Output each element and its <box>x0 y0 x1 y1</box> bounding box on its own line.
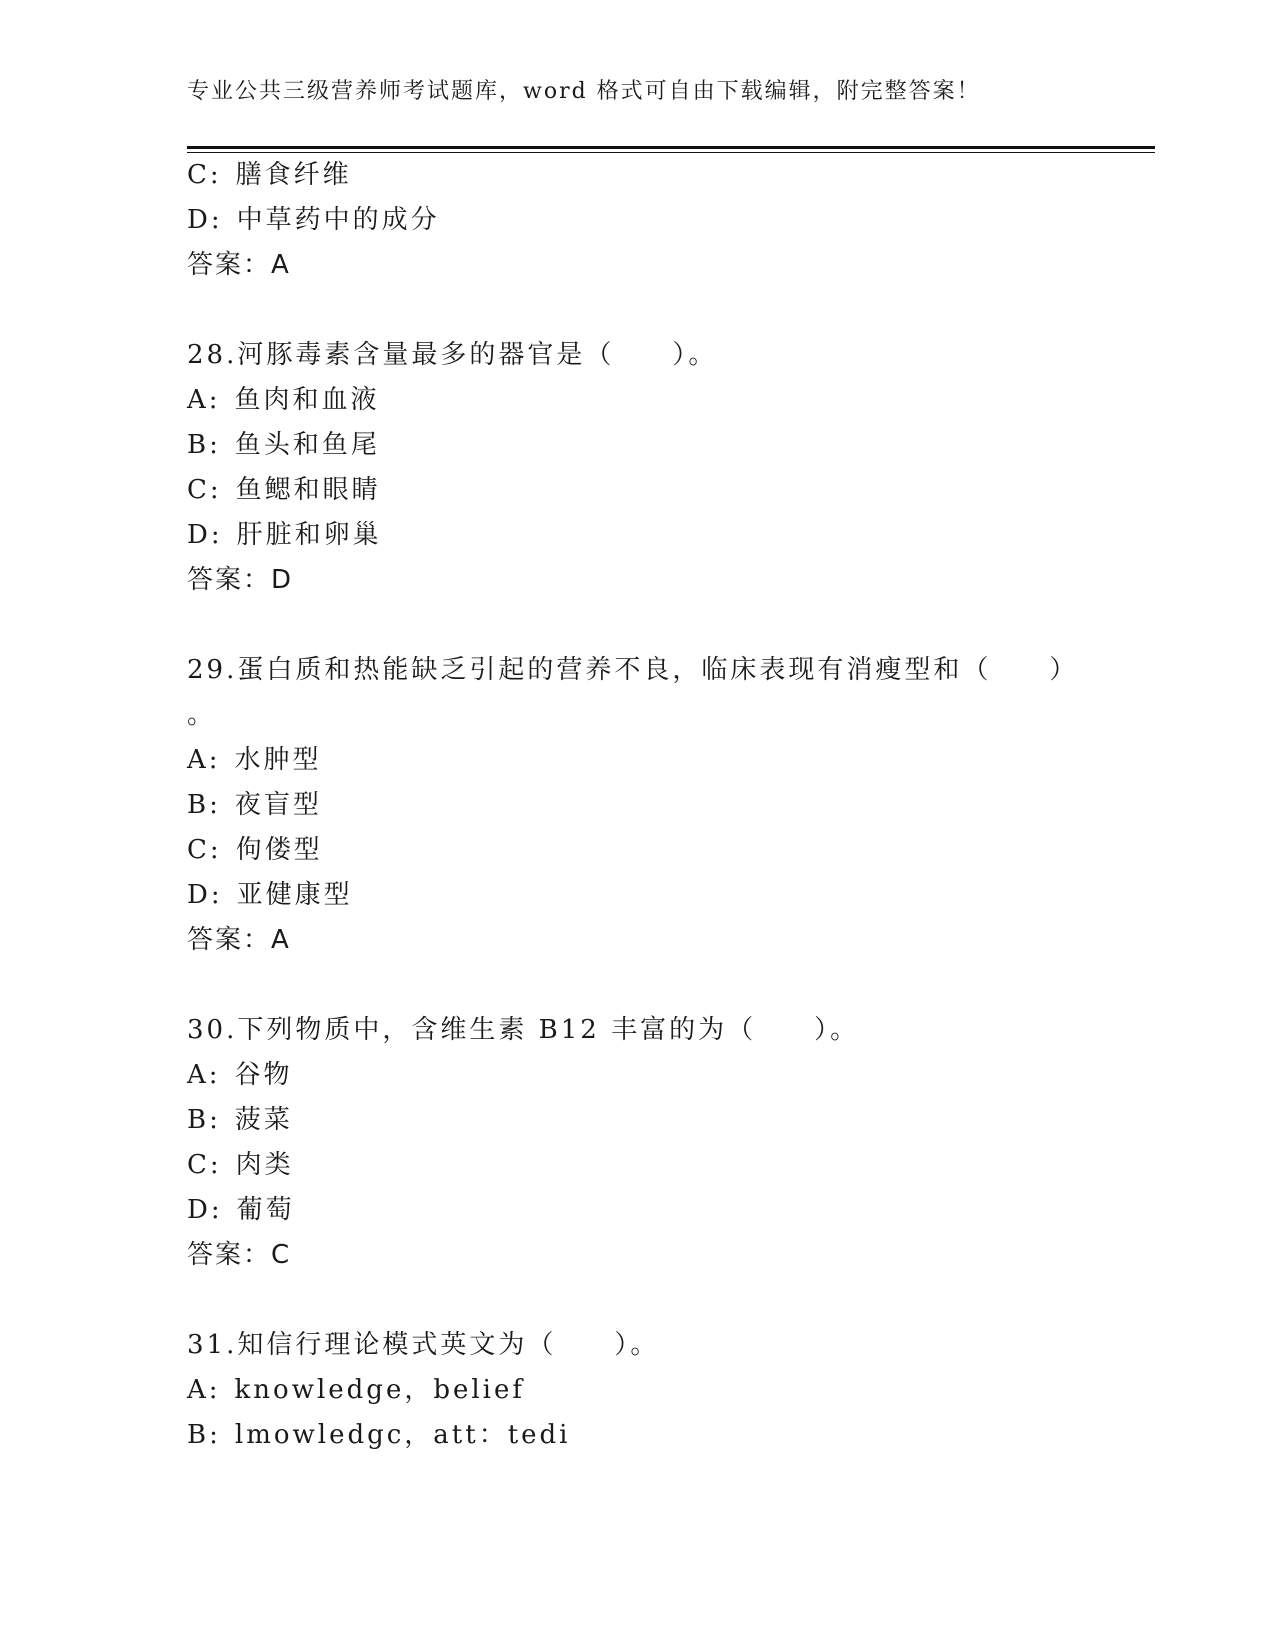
option-letter: C: <box>187 160 222 190</box>
answer-line: 答案：A <box>187 250 291 280</box>
option-c <box>187 475 381 505</box>
option-letter: A: <box>187 745 221 775</box>
header-rule-thin <box>187 152 1155 153</box>
option-text: 鱼鳃和眼睛 <box>235 475 381 505</box>
question-stem: 31.知信行理论模式英文为（ ）。 <box>187 1330 660 1360</box>
option-d <box>187 520 382 550</box>
option-letter: C: <box>187 475 222 505</box>
option-letter: A: <box>187 1060 221 1090</box>
answer-line: 答案：D <box>187 565 294 595</box>
option-letter: A: <box>187 1375 221 1405</box>
option-a <box>187 1375 525 1405</box>
option-a <box>187 385 380 415</box>
question-stem: 29.蛋白质和热能缺乏引起的营养不良，临床表现有消瘦型和（ ） <box>187 655 1079 685</box>
option-text: 夜盲型 <box>234 790 322 820</box>
option-a <box>187 745 322 775</box>
option-letter: C: <box>187 835 222 865</box>
option-d <box>187 880 353 910</box>
option-b <box>187 1105 293 1135</box>
option-text: 水肿型 <box>234 745 322 775</box>
header-rule-thick <box>187 146 1155 149</box>
question-stem-continuation: 。 <box>187 700 217 730</box>
option-a <box>187 1060 293 1090</box>
option-text: 菠菜 <box>234 1105 293 1135</box>
option-c <box>187 160 352 190</box>
question-stem: 30.下列物质中，含维生素 B12 丰富的为（ ）。 <box>187 1015 860 1045</box>
option-text: 膳食纤维 <box>235 160 352 190</box>
option-c <box>187 835 323 865</box>
page-header: 专业公共三级营养师考试题库，word 格式可自由下载编辑，附完整答案！ <box>187 79 981 104</box>
option-text: 中草药中的成分 <box>236 205 440 235</box>
option-text: 鱼肉和血液 <box>234 385 380 415</box>
option-text: lmowledgc，att：tedi <box>234 1420 571 1450</box>
option-b <box>187 790 322 820</box>
option-text: 鱼头和鱼尾 <box>234 430 380 460</box>
option-text: 谷物 <box>234 1060 293 1090</box>
option-text: 佝偻型 <box>235 835 323 865</box>
option-letter: C: <box>187 1150 222 1180</box>
option-letter: D: <box>187 880 223 910</box>
option-b <box>187 430 380 460</box>
option-c <box>187 1150 294 1180</box>
option-letter: D: <box>187 1195 223 1225</box>
option-letter: D: <box>187 520 223 550</box>
answer-line: 答案：A <box>187 925 291 955</box>
option-d <box>187 205 440 235</box>
option-letter: B: <box>187 1105 221 1135</box>
option-letter: B: <box>187 1420 221 1450</box>
option-letter: B: <box>187 430 221 460</box>
answer-line: 答案：C <box>187 1240 292 1270</box>
option-text: knowledge，belief <box>234 1375 526 1405</box>
option-text: 葡萄 <box>236 1195 295 1225</box>
option-letter: D: <box>187 205 223 235</box>
option-letter: A: <box>187 385 221 415</box>
option-letter: B: <box>187 790 221 820</box>
option-text: 肉类 <box>235 1150 294 1180</box>
option-text: 亚健康型 <box>236 880 353 910</box>
option-d <box>187 1195 295 1225</box>
question-stem: 28.河豚毒素含量最多的器官是（ ）。 <box>187 340 718 370</box>
option-text: 肝脏和卵巢 <box>236 520 382 550</box>
option-b <box>187 1420 571 1450</box>
